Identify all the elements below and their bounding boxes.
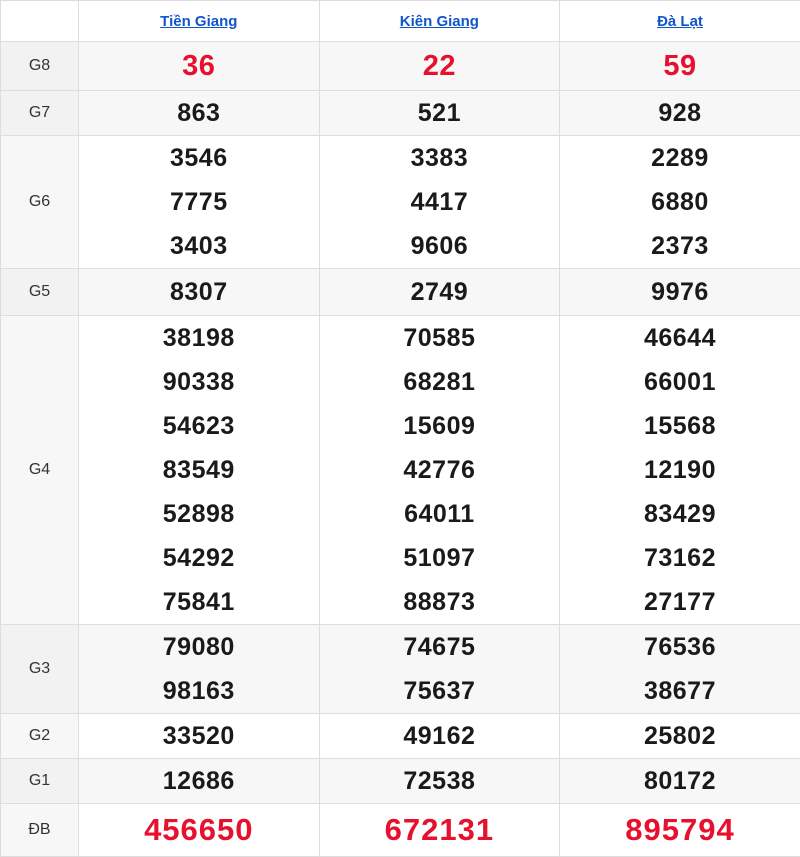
cell-g7-kien-giang — [319, 91, 560, 136]
row-label-g7: G7 — [1, 91, 79, 136]
number: 36 — [79, 44, 319, 88]
cell-g5-tien-giang — [79, 269, 320, 316]
number: 54623 — [79, 404, 319, 448]
number: 49162 — [320, 714, 560, 758]
number: 79080 — [79, 625, 319, 669]
table-row-g6 — [1, 136, 800, 269]
cell-g4-da-lat — [560, 316, 800, 625]
number: 25802 — [560, 714, 800, 758]
number: 68281 — [320, 360, 560, 404]
table-row-g5 — [1, 269, 800, 316]
number: 863 — [79, 91, 319, 135]
number: 70585 — [320, 316, 560, 360]
cell-g6-kien-giang — [319, 136, 560, 269]
number: 75841 — [79, 580, 319, 624]
number: 38198 — [79, 316, 319, 360]
number: 76536 — [560, 625, 800, 669]
number: 12686 — [79, 759, 319, 803]
number: 12190 — [560, 448, 800, 492]
number: 88873 — [320, 580, 560, 624]
number: 66001 — [560, 360, 800, 404]
number: 38677 — [560, 669, 800, 713]
cell-g3-kien-giang — [319, 625, 560, 714]
cell-g2-tien-giang — [79, 714, 320, 759]
number: 928 — [560, 91, 800, 135]
header-corner-cell — [1, 1, 79, 42]
province-link-kien-giang[interactable]: Kiên Giang — [400, 13, 479, 30]
cell-db-da-lat — [560, 804, 800, 857]
table-row-g4 — [1, 316, 800, 625]
number: 51097 — [320, 536, 560, 580]
row-label-g5: G5 — [1, 269, 79, 316]
number: 90338 — [79, 360, 319, 404]
cell-g5-da-lat — [560, 269, 800, 316]
number: 27177 — [560, 580, 800, 624]
row-label-g6: G6 — [1, 136, 79, 269]
number: 456650 — [79, 808, 319, 852]
row-label-g4: G4 — [1, 316, 79, 625]
table-row-g1 — [1, 759, 800, 804]
number: 64011 — [320, 492, 560, 536]
cell-g4-kien-giang — [319, 316, 560, 625]
province-link-da-lat[interactable]: Đà Lạt — [657, 13, 703, 30]
table-header-row — [1, 1, 800, 42]
number: 42776 — [320, 448, 560, 492]
number: 895794 — [560, 808, 800, 852]
cell-g3-da-lat — [560, 625, 800, 714]
number: 73162 — [560, 536, 800, 580]
number: 2373 — [560, 224, 800, 268]
row-label-g3: G3 — [1, 625, 79, 714]
number: 3546 — [79, 136, 319, 180]
number: 98163 — [79, 669, 319, 713]
number: 6880 — [560, 180, 800, 224]
number: 52898 — [79, 492, 319, 536]
header-province-1 — [79, 1, 320, 42]
cell-g8-tien-giang — [79, 42, 320, 91]
table-body — [1, 42, 800, 857]
number: 72538 — [320, 759, 560, 803]
number: 7775 — [79, 180, 319, 224]
number: 2289 — [560, 136, 800, 180]
table-row-g7 — [1, 91, 800, 136]
number: 46644 — [560, 316, 800, 360]
cell-g6-da-lat — [560, 136, 800, 269]
table-row-g3 — [1, 625, 800, 714]
number: 9606 — [320, 224, 560, 268]
number: 75637 — [320, 669, 560, 713]
cell-g8-da-lat — [560, 42, 800, 91]
cell-db-tien-giang — [79, 804, 320, 857]
number: 74675 — [320, 625, 560, 669]
province-link-tien-giang[interactable]: Tiền Giang — [160, 13, 237, 30]
cell-db-kien-giang — [319, 804, 560, 857]
table-row-g2 — [1, 714, 800, 759]
number: 54292 — [79, 536, 319, 580]
number: 521 — [320, 91, 560, 135]
number: 83429 — [560, 492, 800, 536]
cell-g5-kien-giang — [319, 269, 560, 316]
cell-g7-tien-giang — [79, 91, 320, 136]
cell-g1-kien-giang — [319, 759, 560, 804]
number: 8307 — [79, 270, 319, 314]
cell-g2-da-lat — [560, 714, 800, 759]
number: 33520 — [79, 714, 319, 758]
number: 22 — [320, 44, 560, 88]
row-label-db: ĐB — [1, 804, 79, 857]
number: 3403 — [79, 224, 319, 268]
header-province-2 — [319, 1, 560, 42]
cell-g3-tien-giang — [79, 625, 320, 714]
cell-g1-da-lat — [560, 759, 800, 804]
cell-g4-tien-giang — [79, 316, 320, 625]
number: 83549 — [79, 448, 319, 492]
number: 59 — [560, 44, 800, 88]
number: 4417 — [320, 180, 560, 224]
table-row-db — [1, 804, 800, 857]
number: 15568 — [560, 404, 800, 448]
number: 9976 — [560, 270, 800, 314]
cell-g1-tien-giang — [79, 759, 320, 804]
cell-g6-tien-giang — [79, 136, 320, 269]
header-province-3 — [560, 1, 800, 42]
table-row-g8 — [1, 42, 800, 91]
number: 672131 — [320, 808, 560, 852]
number: 2749 — [320, 270, 560, 314]
number: 3383 — [320, 136, 560, 180]
cell-g8-kien-giang — [319, 42, 560, 91]
number: 15609 — [320, 404, 560, 448]
number: 80172 — [560, 759, 800, 803]
row-label-g8: G8 — [1, 42, 79, 91]
cell-g2-kien-giang — [319, 714, 560, 759]
cell-g7-da-lat — [560, 91, 800, 136]
row-label-g1: G1 — [1, 759, 79, 804]
row-label-g2: G2 — [1, 714, 79, 759]
